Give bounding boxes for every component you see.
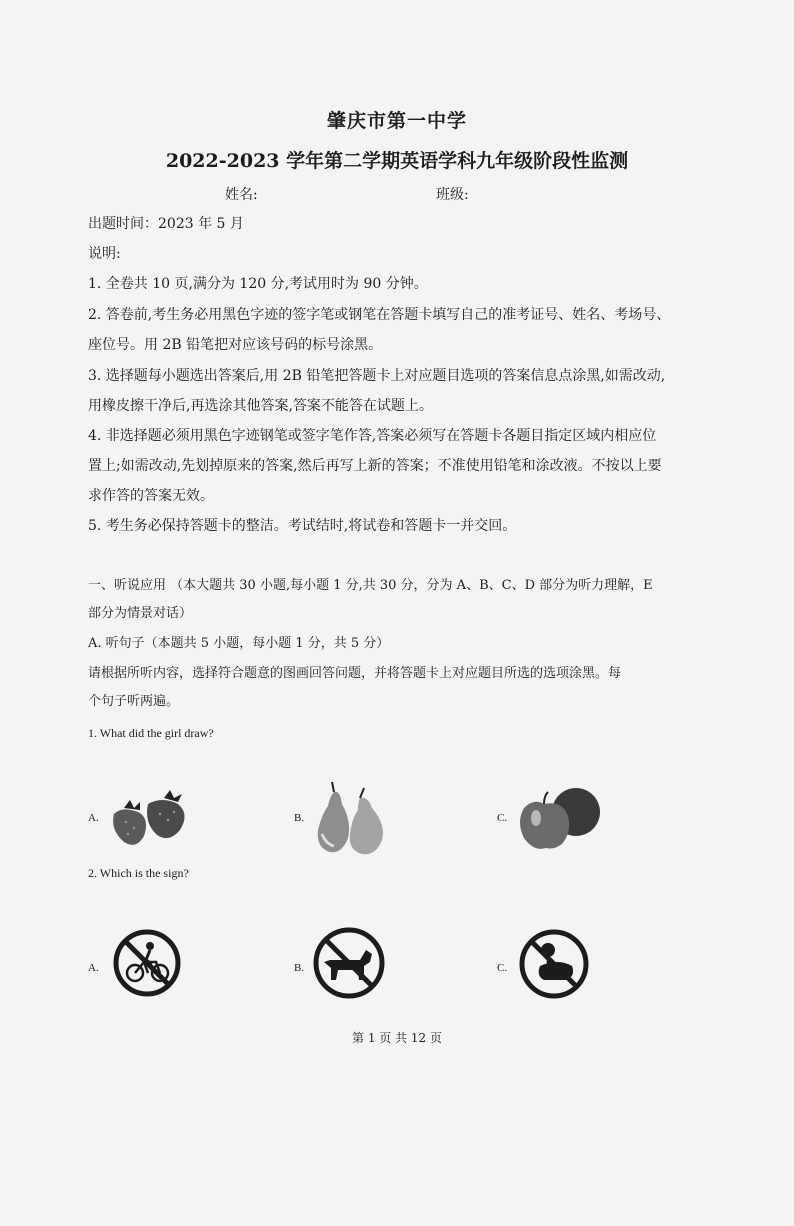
instruction-line: 2. 答卷前,考生务必用黑色字迹的签字笔或钢笔在答题卡填写自己的准考证号、姓名、考场号、: [88, 307, 671, 323]
q1-option-a-label: A.: [88, 812, 99, 824]
q2-option-b-label: B.: [294, 962, 305, 974]
instruction-line: 4. 非选择题必须用黑色字迹钢笔或签字笔作答,答案必须写在答题卡各题目指定区域内相应位: [88, 428, 657, 444]
instruction-line: 座位号。用 2B 铅笔把对应该号码的标号涂黑。: [88, 337, 383, 353]
notes-heading: 说明:: [88, 246, 121, 262]
school-name: 肇庆市第一中学: [326, 110, 467, 132]
exam-time: 出题时间：2023 年 5 月: [88, 216, 244, 232]
instruction-line: 3. 选择题每小题选出答案后,用 2B 铅笔把答题卡上对应题目选项的答案信息点涂黑,如需改动,: [88, 368, 666, 384]
no-picking-flowers-sign-icon: [518, 928, 590, 1000]
exam-title: 2022-2023 学年第二学期英语学科九年级阶段性监测: [165, 150, 629, 172]
part-a-directions: 请根据所听内容，选择符合题意的图画回答问题，并将答题卡上对应题目所选的选项涂黑。每: [88, 666, 622, 681]
q1-option-b-label: B.: [294, 812, 305, 824]
pears-icon: [312, 778, 392, 858]
strawberries-icon: [104, 784, 198, 854]
question-2-text: 2. Which is the sign?: [88, 866, 189, 880]
q1-option-c-label: C.: [497, 812, 508, 824]
name-label: 姓名:: [225, 187, 258, 203]
apples-icon: [514, 782, 606, 854]
section-heading: 一、听说应用 （本大题共 30 小题,每小题 1 分,共 30 分，分为 A、B、C、D 部分为听力理解，E: [88, 578, 653, 593]
instruction-line: 求作答的答案无效。: [88, 488, 214, 504]
part-a-directions-cont: 个句子听两遍。: [88, 694, 180, 709]
page-footer: 第 1 页 共 12 页: [352, 1031, 442, 1045]
instruction-line: 5. 考生务必保持答题卡的整洁。考试结时,将试卷和答题卡一并交回。: [88, 518, 517, 534]
q2-option-c-label: C.: [497, 962, 508, 974]
class-label: 班级:: [436, 187, 469, 203]
q2-option-a-label: A.: [88, 962, 99, 974]
no-dogs-sign-icon: [312, 926, 386, 1000]
instruction-line: 用橡皮擦干净后,再选涂其他答案,答案不能答在试题上。: [88, 398, 433, 414]
no-cycling-sign-icon: [112, 928, 182, 998]
section-heading-cont: 部分为情景对话）: [88, 606, 193, 621]
part-a-heading: A. 听句子（本题共 5 小题，每小题 1 分，共 5 分）: [88, 636, 390, 651]
question-1-text: 1. What did the girl draw?: [88, 726, 214, 740]
instruction-line: 置上;如需改动,先划掉原来的答案,然后再写上新的答案；不准使用铅笔和涂改液。不按以上要: [88, 458, 662, 474]
instruction-line: 1. 全卷共 10 页,满分为 120 分,考试用时为 90 分钟。: [88, 276, 428, 292]
